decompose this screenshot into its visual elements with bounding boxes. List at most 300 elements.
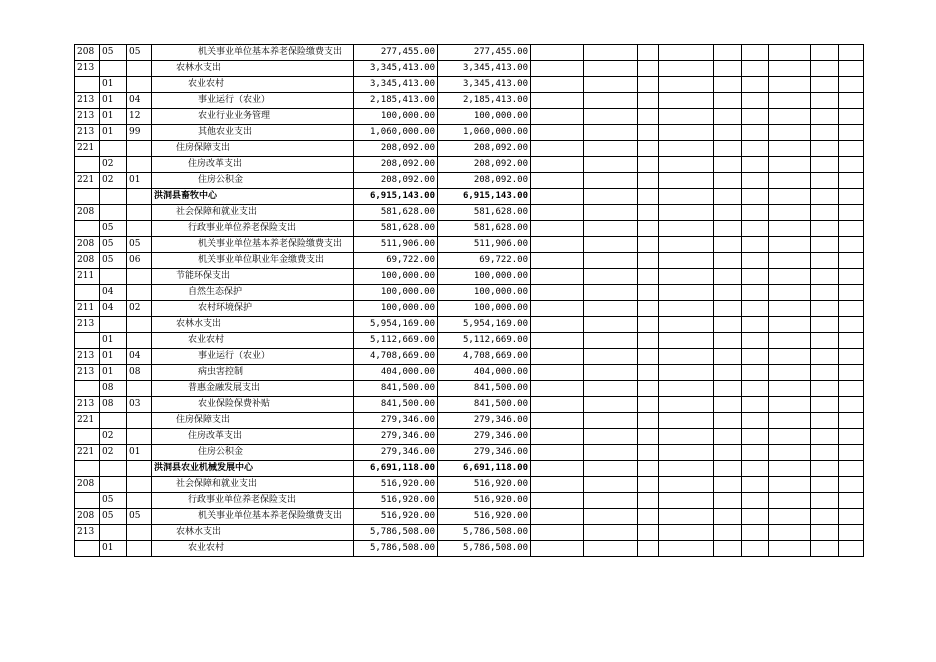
- empty-cell: [714, 141, 742, 157]
- total-amount-cell: 516,920.00: [354, 477, 438, 493]
- account-name-cell: 其他农业支出: [152, 125, 354, 141]
- empty-cell: [584, 253, 638, 269]
- class-code-cell: 213: [75, 317, 100, 333]
- empty-cell: [714, 429, 742, 445]
- empty-cell: [769, 445, 811, 461]
- total-amount-cell: 208,092.00: [354, 141, 438, 157]
- account-name-cell: 节能环保支出: [152, 269, 354, 285]
- empty-cell: [769, 253, 811, 269]
- subitem-code-cell: [127, 429, 152, 445]
- empty-cell: [531, 109, 584, 125]
- empty-cell: [769, 461, 811, 477]
- class-code-cell: 208: [75, 45, 100, 61]
- empty-cell: [531, 349, 584, 365]
- total-amount-cell: 100,000.00: [354, 269, 438, 285]
- item-code-cell: 02: [100, 173, 127, 189]
- item-code-cell: 01: [100, 77, 127, 93]
- class-code-cell: 221: [75, 445, 100, 461]
- empty-cell: [531, 301, 584, 317]
- empty-cell: [714, 253, 742, 269]
- empty-cell: [811, 253, 839, 269]
- empty-cell: [742, 237, 769, 253]
- empty-cell: [769, 77, 811, 93]
- account-name-cell: 行政事业单位养老保险支出: [152, 493, 354, 509]
- total-amount-cell: 208,092.00: [354, 157, 438, 173]
- table-row: [75, 285, 864, 301]
- item-code-cell: 01: [100, 125, 127, 141]
- table-row: [75, 141, 864, 157]
- table-row: [75, 349, 864, 365]
- class-code-cell: 213: [75, 525, 100, 541]
- class-code-cell: [75, 461, 100, 477]
- empty-cell: [839, 413, 864, 429]
- class-code-cell: 208: [75, 477, 100, 493]
- table-row: [75, 237, 864, 253]
- general-budget-amount-cell: 6,691,118.00: [438, 461, 531, 477]
- item-code-cell: [100, 269, 127, 285]
- empty-cell: [811, 173, 839, 189]
- empty-cell: [811, 269, 839, 285]
- empty-cell: [638, 333, 659, 349]
- class-code-cell: 221: [75, 413, 100, 429]
- empty-cell: [584, 509, 638, 525]
- empty-cell: [742, 525, 769, 541]
- empty-cell: [531, 61, 584, 77]
- empty-cell: [659, 365, 714, 381]
- empty-cell: [811, 237, 839, 253]
- general-budget-amount-cell: 841,500.00: [438, 397, 531, 413]
- item-code-cell: 02: [100, 445, 127, 461]
- item-code-cell: [100, 477, 127, 493]
- general-budget-amount-cell: 100,000.00: [438, 285, 531, 301]
- empty-cell: [531, 509, 584, 525]
- empty-cell: [811, 333, 839, 349]
- empty-cell: [638, 173, 659, 189]
- empty-cell: [659, 461, 714, 477]
- empty-cell: [638, 157, 659, 173]
- general-budget-amount-cell: 208,092.00: [438, 141, 531, 157]
- empty-cell: [714, 525, 742, 541]
- empty-cell: [839, 141, 864, 157]
- general-budget-amount-cell: 5,112,669.00: [438, 333, 531, 349]
- empty-cell: [659, 493, 714, 509]
- empty-cell: [659, 221, 714, 237]
- empty-cell: [742, 109, 769, 125]
- general-budget-amount-cell: 1,060,000.00: [438, 125, 531, 141]
- empty-cell: [659, 61, 714, 77]
- subitem-code-cell: 01: [127, 445, 152, 461]
- empty-cell: [811, 365, 839, 381]
- item-code-cell: 08: [100, 397, 127, 413]
- table-row: [75, 157, 864, 173]
- empty-cell: [584, 109, 638, 125]
- empty-cell: [769, 93, 811, 109]
- general-budget-amount-cell: 100,000.00: [438, 109, 531, 125]
- subitem-code-cell: 03: [127, 397, 152, 413]
- empty-cell: [742, 349, 769, 365]
- total-amount-cell: 841,500.00: [354, 381, 438, 397]
- empty-cell: [659, 189, 714, 205]
- general-budget-amount-cell: 404,000.00: [438, 365, 531, 381]
- empty-cell: [811, 413, 839, 429]
- empty-cell: [638, 413, 659, 429]
- empty-cell: [531, 461, 584, 477]
- empty-cell: [714, 173, 742, 189]
- empty-cell: [742, 477, 769, 493]
- empty-cell: [742, 125, 769, 141]
- subitem-code-cell: [127, 269, 152, 285]
- empty-cell: [659, 349, 714, 365]
- empty-cell: [811, 141, 839, 157]
- empty-cell: [659, 413, 714, 429]
- empty-cell: [531, 317, 584, 333]
- subitem-code-cell: [127, 141, 152, 157]
- empty-cell: [742, 509, 769, 525]
- total-amount-cell: 4,708,669.00: [354, 349, 438, 365]
- empty-cell: [531, 541, 584, 557]
- account-name-cell: 农林水支出: [152, 61, 354, 77]
- table-row: [75, 253, 864, 269]
- subitem-code-cell: [127, 461, 152, 477]
- empty-cell: [742, 77, 769, 93]
- general-budget-amount-cell: 511,906.00: [438, 237, 531, 253]
- total-amount-cell: 2,185,413.00: [354, 93, 438, 109]
- table-row: [75, 509, 864, 525]
- item-code-cell: [100, 525, 127, 541]
- general-budget-amount-cell: 2,185,413.00: [438, 93, 531, 109]
- empty-cell: [584, 205, 638, 221]
- subitem-code-cell: 06: [127, 253, 152, 269]
- class-code-cell: [75, 429, 100, 445]
- empty-cell: [531, 77, 584, 93]
- empty-cell: [714, 237, 742, 253]
- table-row: [75, 93, 864, 109]
- empty-cell: [769, 125, 811, 141]
- empty-cell: [714, 509, 742, 525]
- empty-cell: [531, 189, 584, 205]
- empty-cell: [659, 173, 714, 189]
- subitem-code-cell: [127, 317, 152, 333]
- account-name-cell: 农业保险保费补贴: [152, 397, 354, 413]
- empty-cell: [769, 477, 811, 493]
- empty-cell: [839, 61, 864, 77]
- empty-cell: [714, 269, 742, 285]
- empty-cell: [742, 541, 769, 557]
- class-code-cell: [75, 333, 100, 349]
- table-row: [75, 301, 864, 317]
- total-amount-cell: 277,455.00: [354, 45, 438, 61]
- class-code-cell: 211: [75, 301, 100, 317]
- subitem-code-cell: 05: [127, 509, 152, 525]
- empty-cell: [839, 205, 864, 221]
- empty-cell: [638, 189, 659, 205]
- empty-cell: [742, 157, 769, 173]
- empty-cell: [714, 461, 742, 477]
- table-row: [75, 221, 864, 237]
- empty-cell: [659, 157, 714, 173]
- general-budget-amount-cell: 5,786,508.00: [438, 525, 531, 541]
- empty-cell: [811, 157, 839, 173]
- empty-cell: [714, 77, 742, 93]
- empty-cell: [531, 269, 584, 285]
- class-code-cell: 221: [75, 173, 100, 189]
- total-amount-cell: 100,000.00: [354, 285, 438, 301]
- account-name-cell: 普惠金融发展支出: [152, 381, 354, 397]
- empty-cell: [839, 509, 864, 525]
- account-name-cell: 农业农村: [152, 77, 354, 93]
- class-code-cell: 208: [75, 237, 100, 253]
- account-name-cell: 机关事业单位基本养老保险缴费支出: [152, 237, 354, 253]
- account-name-cell: 行政事业单位养老保险支出: [152, 221, 354, 237]
- empty-cell: [659, 205, 714, 221]
- class-code-cell: [75, 381, 100, 397]
- account-name-cell: 住房保障支出: [152, 141, 354, 157]
- empty-cell: [531, 205, 584, 221]
- account-name-cell: 农林水支出: [152, 525, 354, 541]
- empty-cell: [742, 333, 769, 349]
- empty-cell: [839, 333, 864, 349]
- empty-cell: [811, 493, 839, 509]
- empty-cell: [714, 317, 742, 333]
- empty-cell: [584, 173, 638, 189]
- item-code-cell: 01: [100, 109, 127, 125]
- empty-cell: [769, 141, 811, 157]
- total-amount-cell: 5,786,508.00: [354, 541, 438, 557]
- empty-cell: [714, 61, 742, 77]
- table-row: [75, 381, 864, 397]
- empty-cell: [584, 237, 638, 253]
- empty-cell: [742, 205, 769, 221]
- empty-cell: [811, 461, 839, 477]
- item-code-cell: 01: [100, 349, 127, 365]
- empty-cell: [769, 333, 811, 349]
- empty-cell: [714, 205, 742, 221]
- empty-cell: [659, 285, 714, 301]
- class-code-cell: [75, 189, 100, 205]
- account-name-cell: 农业农村: [152, 541, 354, 557]
- total-amount-cell: 581,628.00: [354, 221, 438, 237]
- item-code-cell: 05: [100, 221, 127, 237]
- empty-cell: [659, 253, 714, 269]
- subitem-code-cell: [127, 61, 152, 77]
- total-amount-cell: 279,346.00: [354, 429, 438, 445]
- empty-cell: [531, 333, 584, 349]
- empty-cell: [659, 93, 714, 109]
- empty-cell: [742, 317, 769, 333]
- empty-cell: [839, 301, 864, 317]
- total-amount-cell: 6,691,118.00: [354, 461, 438, 477]
- table-row: [75, 365, 864, 381]
- general-budget-amount-cell: 841,500.00: [438, 381, 531, 397]
- subitem-code-cell: [127, 381, 152, 397]
- empty-cell: [584, 157, 638, 173]
- empty-cell: [584, 349, 638, 365]
- empty-cell: [584, 413, 638, 429]
- empty-cell: [839, 381, 864, 397]
- empty-cell: [769, 221, 811, 237]
- subitem-code-cell: 01: [127, 173, 152, 189]
- empty-cell: [584, 45, 638, 61]
- account-name-cell: 洪洞县畜牧中心: [152, 189, 354, 205]
- empty-cell: [839, 525, 864, 541]
- empty-cell: [531, 477, 584, 493]
- empty-cell: [811, 397, 839, 413]
- table-row: [75, 541, 864, 557]
- empty-cell: [638, 429, 659, 445]
- empty-cell: [714, 397, 742, 413]
- item-code-cell: 05: [100, 45, 127, 61]
- total-amount-cell: 511,906.00: [354, 237, 438, 253]
- empty-cell: [839, 461, 864, 477]
- empty-cell: [811, 541, 839, 557]
- empty-cell: [714, 157, 742, 173]
- table-row: [75, 413, 864, 429]
- empty-cell: [584, 141, 638, 157]
- empty-cell: [714, 413, 742, 429]
- subitem-code-cell: 12: [127, 109, 152, 125]
- empty-cell: [839, 541, 864, 557]
- class-code-cell: 208: [75, 205, 100, 221]
- empty-cell: [839, 253, 864, 269]
- empty-cell: [531, 237, 584, 253]
- general-budget-amount-cell: 5,954,169.00: [438, 317, 531, 333]
- table-body: [75, 45, 864, 557]
- subitem-code-cell: 04: [127, 349, 152, 365]
- empty-cell: [584, 365, 638, 381]
- subitem-code-cell: [127, 525, 152, 541]
- empty-cell: [839, 189, 864, 205]
- empty-cell: [839, 173, 864, 189]
- class-code-cell: 213: [75, 365, 100, 381]
- empty-cell: [839, 125, 864, 141]
- general-budget-amount-cell: 516,920.00: [438, 493, 531, 509]
- table-row: [75, 333, 864, 349]
- class-code-cell: [75, 493, 100, 509]
- account-name-cell: 住房改革支出: [152, 157, 354, 173]
- empty-cell: [839, 477, 864, 493]
- empty-cell: [584, 397, 638, 413]
- empty-cell: [714, 109, 742, 125]
- empty-cell: [839, 221, 864, 237]
- empty-cell: [769, 157, 811, 173]
- empty-cell: [638, 301, 659, 317]
- empty-cell: [811, 429, 839, 445]
- class-code-cell: 213: [75, 109, 100, 125]
- total-amount-cell: 5,112,669.00: [354, 333, 438, 349]
- empty-cell: [839, 365, 864, 381]
- table-row: [75, 45, 864, 61]
- general-budget-amount-cell: 516,920.00: [438, 477, 531, 493]
- general-budget-amount-cell: 100,000.00: [438, 269, 531, 285]
- empty-cell: [811, 221, 839, 237]
- table-row: [75, 125, 864, 141]
- empty-cell: [531, 493, 584, 509]
- empty-cell: [769, 525, 811, 541]
- item-code-cell: 01: [100, 541, 127, 557]
- empty-cell: [531, 125, 584, 141]
- empty-cell: [584, 125, 638, 141]
- subitem-code-cell: [127, 541, 152, 557]
- empty-cell: [714, 349, 742, 365]
- class-code-cell: 213: [75, 61, 100, 77]
- general-budget-amount-cell: 5,786,508.00: [438, 541, 531, 557]
- account-name-cell: 洪洞县农业机械发展中心: [152, 461, 354, 477]
- general-budget-amount-cell: 581,628.00: [438, 205, 531, 221]
- account-name-cell: 住房公积金: [152, 445, 354, 461]
- account-name-cell: 病虫害控制: [152, 365, 354, 381]
- subitem-code-cell: [127, 493, 152, 509]
- empty-cell: [531, 429, 584, 445]
- empty-cell: [638, 93, 659, 109]
- empty-cell: [659, 541, 714, 557]
- empty-cell: [659, 109, 714, 125]
- empty-cell: [769, 349, 811, 365]
- empty-cell: [769, 381, 811, 397]
- item-code-cell: 05: [100, 237, 127, 253]
- empty-cell: [714, 333, 742, 349]
- empty-cell: [531, 413, 584, 429]
- empty-cell: [584, 221, 638, 237]
- empty-cell: [839, 429, 864, 445]
- empty-cell: [742, 445, 769, 461]
- total-amount-cell: 1,060,000.00: [354, 125, 438, 141]
- account-name-cell: 机关事业单位基本养老保险缴费支出: [152, 45, 354, 61]
- general-budget-amount-cell: 100,000.00: [438, 301, 531, 317]
- subitem-code-cell: [127, 285, 152, 301]
- general-budget-amount-cell: 208,092.00: [438, 157, 531, 173]
- empty-cell: [714, 445, 742, 461]
- item-code-cell: 05: [100, 253, 127, 269]
- empty-cell: [769, 397, 811, 413]
- empty-cell: [811, 109, 839, 125]
- subitem-code-cell: [127, 333, 152, 349]
- total-amount-cell: 581,628.00: [354, 205, 438, 221]
- empty-cell: [714, 541, 742, 557]
- total-amount-cell: 69,722.00: [354, 253, 438, 269]
- empty-cell: [714, 381, 742, 397]
- empty-cell: [638, 269, 659, 285]
- empty-cell: [769, 429, 811, 445]
- table-row: [75, 525, 864, 541]
- empty-cell: [584, 461, 638, 477]
- empty-cell: [714, 189, 742, 205]
- empty-cell: [659, 381, 714, 397]
- empty-cell: [811, 525, 839, 541]
- total-amount-cell: 6,915,143.00: [354, 189, 438, 205]
- empty-cell: [811, 381, 839, 397]
- empty-cell: [659, 445, 714, 461]
- budget-table: [74, 44, 864, 557]
- empty-cell: [584, 61, 638, 77]
- empty-cell: [811, 477, 839, 493]
- empty-cell: [769, 173, 811, 189]
- total-amount-cell: 404,000.00: [354, 365, 438, 381]
- empty-cell: [584, 429, 638, 445]
- empty-cell: [584, 93, 638, 109]
- empty-cell: [638, 397, 659, 413]
- general-budget-amount-cell: 277,455.00: [438, 45, 531, 61]
- empty-cell: [714, 365, 742, 381]
- total-amount-cell: 100,000.00: [354, 301, 438, 317]
- class-code-cell: 213: [75, 397, 100, 413]
- table-row: [75, 61, 864, 77]
- empty-cell: [638, 205, 659, 221]
- empty-cell: [769, 189, 811, 205]
- general-budget-amount-cell: 3,345,413.00: [438, 61, 531, 77]
- empty-cell: [531, 93, 584, 109]
- subitem-code-cell: 02: [127, 301, 152, 317]
- total-amount-cell: 516,920.00: [354, 509, 438, 525]
